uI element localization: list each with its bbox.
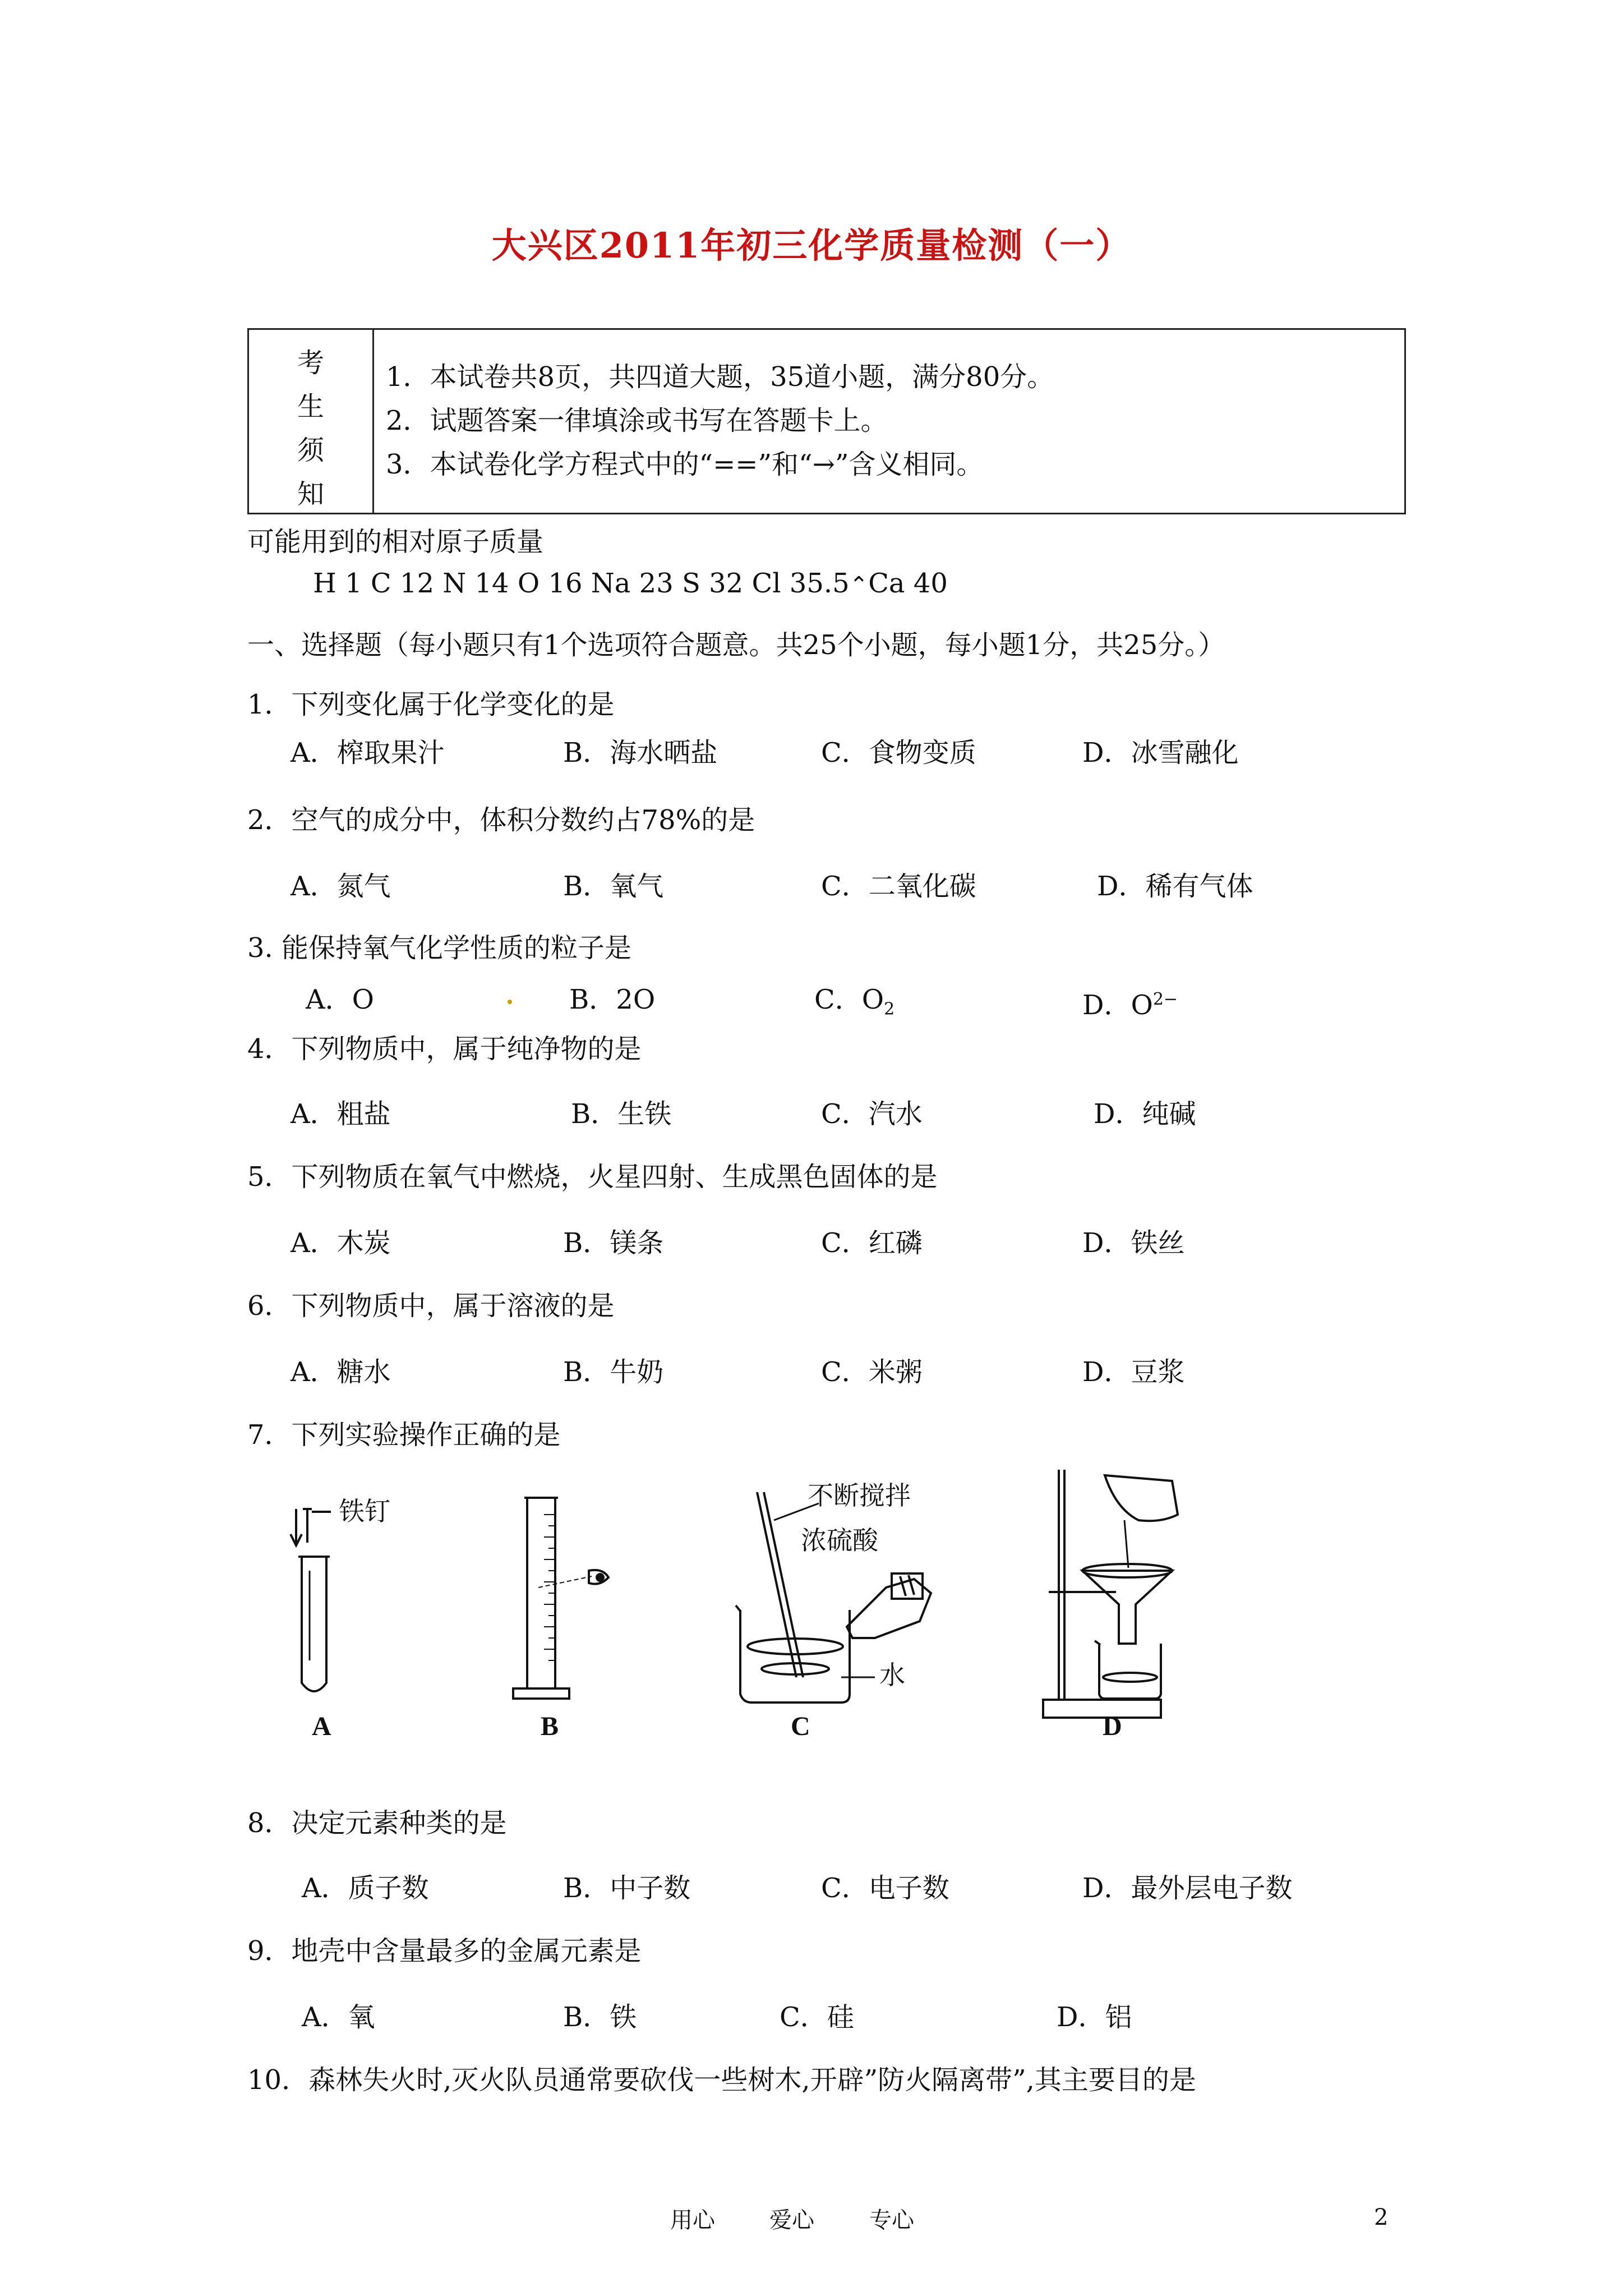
- notice-line-3: 3．本试卷化学方程式中的“==”和“→”含义相同。: [386, 449, 984, 480]
- question-stem: 10．森林失火时,灭火队员通常要砍伐一些树木,开辟”防火隔离带”,其主要目的是: [247, 2064, 1196, 2096]
- option-a: A．糖水: [291, 1356, 391, 1388]
- question-stem: 7．下列实验操作正确的是: [247, 1419, 561, 1451]
- page-number: 2: [1374, 2205, 1389, 2230]
- filtration-drawing: [1043, 1470, 1178, 1718]
- question-stem: 2．空气的成分中，体积分数约占78%的是: [247, 804, 755, 836]
- question-stem: 4．下列物质中，属于纯净物的是: [247, 1033, 642, 1065]
- exam-notice-box: [247, 328, 1406, 514]
- figure-label-b: B: [541, 1711, 559, 1741]
- figure-label-d: D: [1103, 1711, 1122, 1741]
- notice-divider: [372, 330, 374, 513]
- footer-right: 专心: [869, 2207, 914, 2233]
- notice-label: 考 生 须 知: [297, 347, 324, 510]
- atomic-mass-values: H 1 C 12 N 14 O 16 Na 23 S 32 Cl 35.5⌃Ca 40: [313, 568, 948, 599]
- option-d: D．纯碱: [1094, 1098, 1196, 1130]
- option-c: C．电子数: [821, 1872, 949, 1904]
- option-a: A．粗盐: [291, 1098, 391, 1130]
- question-stem: 9．地壳中含量最多的金属元素是: [247, 1935, 642, 1967]
- question-stem: 8．决定元素种类的是: [247, 1807, 507, 1839]
- option-b: B．海水晒盐: [563, 737, 718, 769]
- test-tube-drawing: [291, 1509, 331, 1691]
- atomic-mass-heading: 可能用到的相对原子质量: [247, 526, 544, 558]
- notice-line-1: 1．本试卷共8页，共四道大题，35道小题，满分80分。: [386, 361, 1054, 393]
- option-c: C．硅: [780, 2001, 854, 2033]
- option-b: B．中子数: [563, 1872, 691, 1904]
- footer-middle: 爱心: [769, 2207, 814, 2233]
- option-c: C．食物变质: [821, 737, 976, 769]
- question-stem: 6．下列物质中，属于溶液的是: [247, 1290, 615, 1322]
- figure-label-c: C: [791, 1711, 810, 1741]
- option-d: D．铁丝: [1082, 1227, 1185, 1259]
- option-d: D．最外层电子数: [1082, 1872, 1293, 1904]
- option-d: D．铝: [1057, 2001, 1132, 2033]
- option-b: B．牛奶: [563, 1356, 664, 1388]
- option-d: D．豆浆: [1082, 1356, 1185, 1388]
- graduated-cylinder-drawing: [513, 1498, 608, 1699]
- option-a: A．榨取果汁: [291, 737, 445, 769]
- option-b: B．生铁: [571, 1098, 672, 1130]
- option-a: A．氮气: [291, 871, 391, 902]
- caret-mark: ⌃: [849, 572, 869, 598]
- option-d: D．冰雪融化: [1082, 737, 1239, 769]
- option-b: B．氧气: [563, 871, 664, 902]
- footer-left: 用心: [670, 2207, 715, 2233]
- option-c: C．$O_2$: [814, 984, 895, 1019]
- option-d: D．稀有气体: [1097, 871, 1253, 902]
- section-heading: 一、选择题（每小题只有1个选项符合题意。共25个小题，每小题1分，共25分。）: [247, 629, 1225, 661]
- acid-callout: 浓硫酸: [801, 1525, 878, 1556]
- question-stem: 1．下列变化属于化学变化的是: [247, 689, 615, 720]
- stray-dot: [508, 1000, 512, 1004]
- stir-callout: 不断搅拌: [808, 1480, 911, 1511]
- figure-label-a: A: [312, 1711, 331, 1741]
- notice-line-2: 2．试题答案一律填涂或书写在答题卡上。: [386, 405, 888, 436]
- option-c: C．汽水: [821, 1098, 923, 1130]
- option-d: D．$O^{2-}$: [1082, 990, 1178, 1021]
- option-c: C．米粥: [821, 1356, 923, 1388]
- lab-operations-figure: [280, 1458, 1346, 1750]
- option-c: C．二氧化碳: [821, 871, 976, 902]
- option-b: B．2O: [569, 984, 656, 1015]
- document-title: 大兴区2011年初三化学质量检测（一）: [491, 225, 1132, 266]
- water-callout: 水: [879, 1660, 905, 1690]
- question-stem: 5．下列物质在氧气中燃烧，火星四射、生成黑色固体的是: [247, 1161, 938, 1193]
- option-a: A．木炭: [291, 1227, 391, 1259]
- option-b: B．铁: [563, 2001, 637, 2033]
- option-a: A．质子数: [302, 1872, 429, 1904]
- option-a: A．氧: [302, 2001, 375, 2033]
- question-stem: 3. 能保持氧气化学性质的粒子是: [247, 932, 632, 964]
- option-c: C．红磷: [821, 1227, 923, 1259]
- option-a: A．O: [306, 984, 375, 1015]
- option-b: B．镁条: [563, 1227, 664, 1259]
- nail-callout: 铁钉: [339, 1496, 390, 1526]
